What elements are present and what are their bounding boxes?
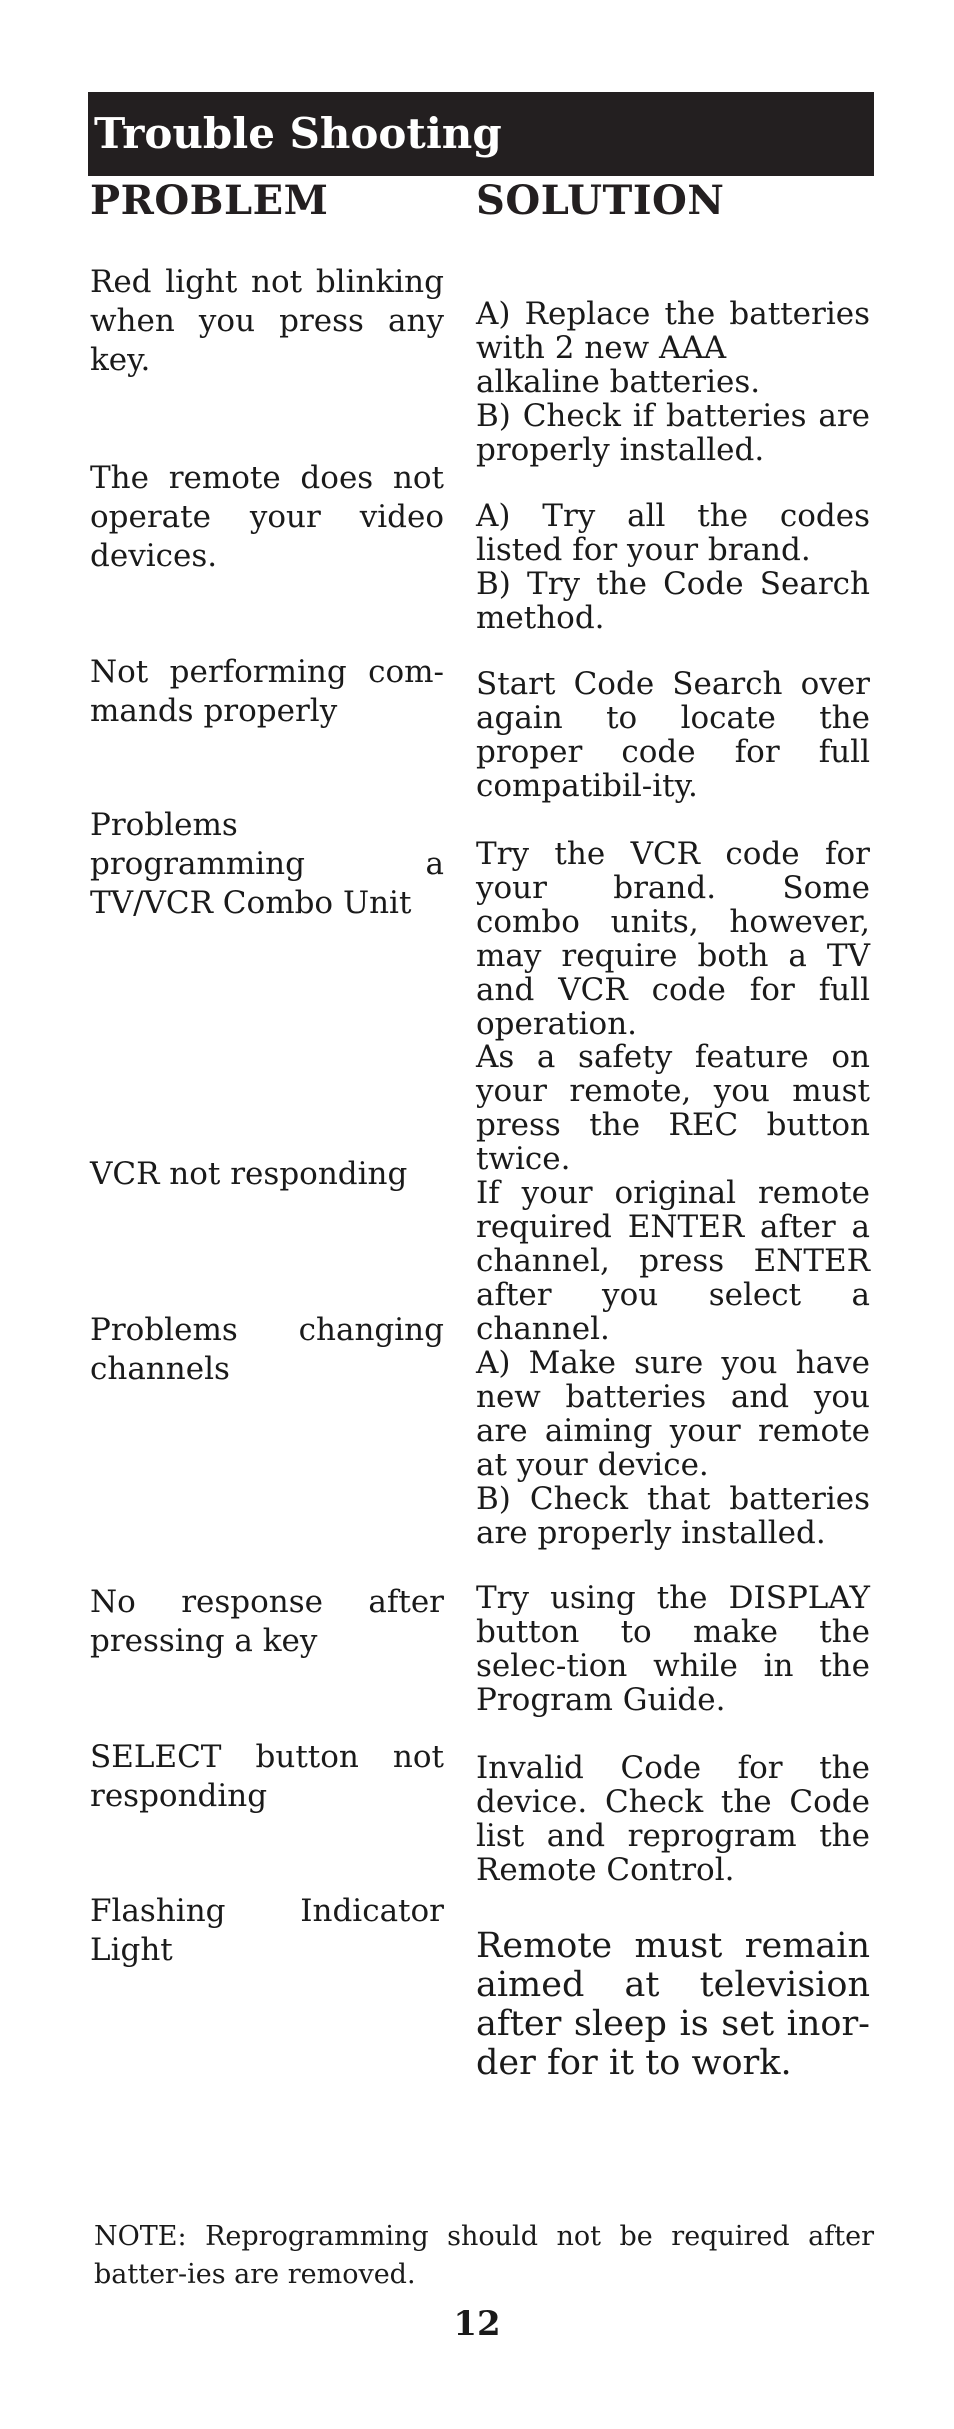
solution-item: A) Replace the batteries with 2 new AAA alkaline batteries. B) Check if batteries are properly installed.: [476, 296, 870, 468]
solution-item: Try the VCR code for your brand. Some combo units, however, may require both a TV and VCR code for full operation.: [476, 836, 870, 1042]
solution-item: If your original remote required ENTER after a channel, press ENTER after you select a channel.: [476, 1175, 870, 1347]
problem-item: Flashing Indicator Light: [90, 1893, 444, 1968]
problem-item: VCR not responding: [90, 1156, 408, 1192]
solution-column-heading: SOLUTION: [476, 177, 725, 224]
solution-item: Invalid Code for the device. Check the Code list and reprogram the Remote Control.: [476, 1750, 870, 1888]
solution-item: Remote must remain aimed at television after sleep is set inor-der for it to work.: [476, 1926, 870, 2083]
problem-item: SELECT button not responding: [90, 1739, 444, 1814]
footnote: NOTE: Reprogramming should not be required after batter-ies are removed.: [94, 2221, 874, 2290]
solution-item: A) Try all the codes listed for your brand. B) Try the Code Search method.: [476, 498, 870, 636]
problem-column-heading: PROBLEM: [90, 177, 329, 224]
problem-item: Problems changing channels: [90, 1312, 444, 1387]
problem-item: Not performing commands properly: [90, 654, 444, 729]
section-banner: [88, 92, 874, 176]
solution-item: Try using the DISPLAY button to make the selec-tion while in the Program Guide.: [476, 1580, 870, 1718]
problem-item: No response after pressing a key: [90, 1584, 444, 1659]
problem-item: The remote does not operate your video devices.: [90, 460, 444, 574]
solution-item: As a safety feature on your remote, you must press the REC button twice.: [476, 1039, 870, 1177]
solution-item: Start Code Search over again to locate the proper code for full compatibil-ity.: [476, 666, 870, 804]
problem-item: Problems programming a TV/VCR Combo Unit: [90, 807, 444, 921]
page-number: 12: [453, 2304, 501, 2344]
solution-item: A) Make sure you have new batteries and you are aiming your remote at your device. B) Check that batteries are properly installed.: [476, 1345, 870, 1551]
problem-item: Red light not blinking when you press any key.: [90, 264, 444, 378]
section-title: Trouble Shooting: [94, 109, 502, 158]
